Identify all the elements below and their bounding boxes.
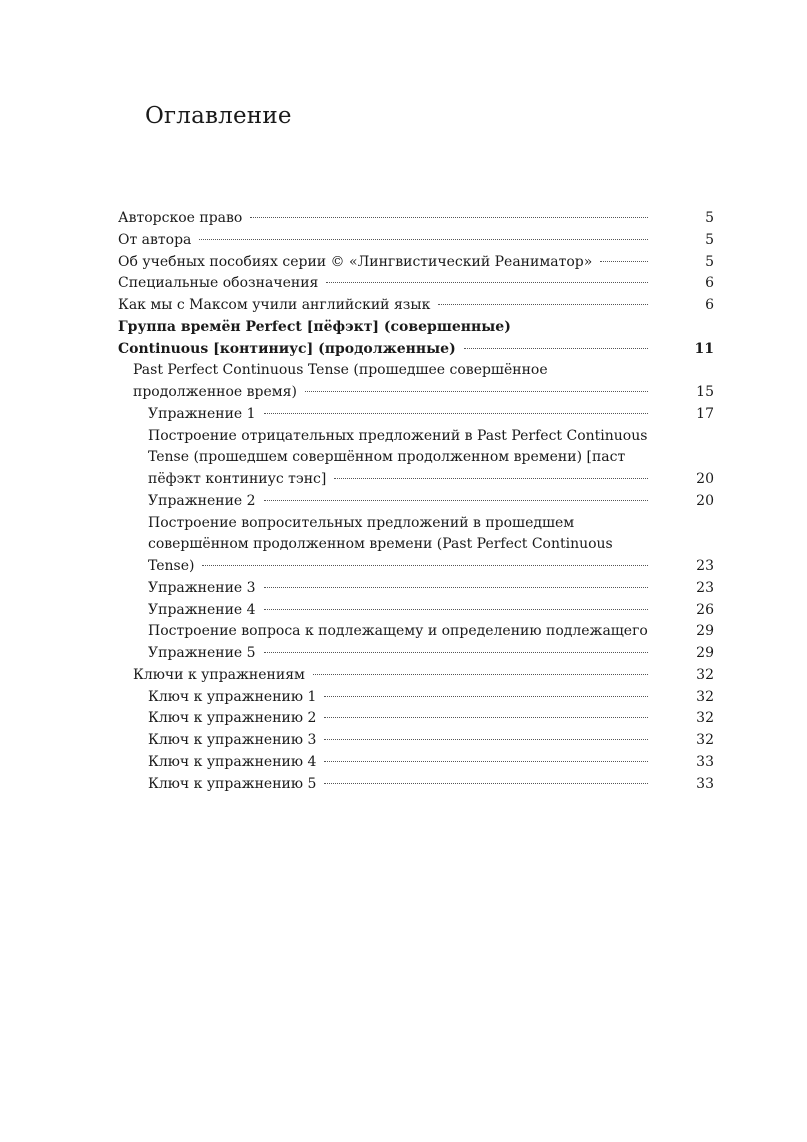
toc-page-number: 15: [696, 384, 714, 400]
toc-entry[interactable]: [118, 600, 714, 622]
toc-entry[interactable]: [118, 208, 714, 230]
toc-entry-text: продолженное время): [133, 384, 297, 400]
dot-leader: [264, 652, 648, 653]
dot-leader: [326, 282, 648, 283]
toc-entry[interactable]: [118, 273, 714, 295]
toc-page-number: 6: [705, 275, 714, 292]
dot-leader: [324, 761, 648, 762]
dot-leader: [600, 261, 648, 262]
toc-entry-text: Авторское право: [118, 210, 243, 226]
toc-entry-text: Ключ к упражнению 3: [148, 732, 317, 748]
toc-entry-text: Continuous [континиус] (продолженные): [118, 340, 456, 357]
toc-entry[interactable]: [118, 404, 714, 426]
toc-entry-text: Ключ к упражнению 4: [148, 753, 317, 770]
toc-page-number: 29: [696, 623, 714, 640]
toc-page-number: 5: [705, 253, 714, 270]
toc-page-number: 33: [696, 753, 714, 770]
toc-page-number: 17: [696, 405, 714, 422]
toc-entry-text: Специальные обозначения: [118, 275, 319, 292]
dot-leader: [202, 565, 648, 566]
dot-leader: [264, 609, 648, 610]
toc-entry[interactable]: [118, 708, 714, 730]
toc-entry-text: Об учебных пособиях серии © «Лингвистический Реаниматор»: [118, 253, 593, 270]
dot-leader: [464, 348, 648, 349]
table-of-contents: [118, 208, 714, 795]
toc-page-number: 20: [696, 471, 714, 487]
toc-entry[interactable]: [118, 230, 714, 252]
dot-leader: [264, 500, 648, 501]
dot-leader: [313, 674, 648, 675]
toc-entry-text: Группа времён Perfect [пёфэкт] (совершенные): [118, 318, 511, 335]
toc-page-number: 26: [696, 601, 714, 618]
toc-entry-text: Упражнение 1: [148, 405, 256, 422]
toc-page-number: 11: [694, 340, 714, 357]
dot-leader: [250, 217, 648, 218]
dot-leader: [324, 783, 648, 784]
toc-page-number: 32: [696, 710, 714, 727]
toc-page-number: 6: [705, 297, 714, 313]
dot-leader: [334, 478, 648, 479]
toc-page-number: 33: [696, 775, 714, 792]
toc-entry-text: Упражнение 5: [148, 645, 256, 661]
dot-leader: [324, 696, 648, 697]
toc-entry-text: Упражнение 4: [148, 601, 256, 618]
toc-entry-text: Ключ к упражнению 1: [148, 688, 317, 705]
dot-leader: [324, 739, 648, 740]
toc-entry[interactable]: [118, 252, 714, 274]
toc-page-number: 23: [696, 558, 714, 574]
toc-entry-text: совершённом продолженном времени (Past Perfect Continuous: [148, 536, 613, 553]
dot-leader: [199, 239, 648, 240]
toc-entry-text: Tense): [148, 558, 195, 574]
toc-page-number: 23: [696, 579, 714, 596]
toc-entry[interactable]: [118, 665, 714, 687]
toc-entry-text: Ключи к упражнениям: [133, 666, 305, 683]
toc-entry-text: От автора: [118, 231, 192, 248]
toc-page-number: 32: [696, 688, 714, 705]
toc-entry-text: Упражнение 3: [148, 579, 256, 596]
page-title: Оглавление: [145, 103, 292, 129]
toc-entry-text: Ключ к упражнению 2: [148, 710, 317, 727]
toc-entry[interactable]: [118, 360, 714, 404]
dot-leader: [324, 717, 648, 718]
toc-page-number: 20: [696, 492, 714, 509]
toc-entry[interactable]: [118, 426, 714, 491]
toc-entry[interactable]: [118, 295, 714, 317]
toc-entry[interactable]: [118, 643, 714, 665]
dot-leader: [305, 391, 648, 392]
toc-entry-text: Построение вопроса к подлежащему и определению подлежащего: [148, 623, 648, 640]
toc-entry[interactable]: [118, 774, 714, 796]
toc-entry[interactable]: [118, 621, 714, 643]
toc-entry[interactable]: [118, 730, 714, 752]
dot-leader: [438, 304, 648, 305]
toc-entry-text: Ключ к упражнению 5: [148, 775, 317, 792]
toc-entry-text: Построение отрицательных предложений в Past Perfect Continuous: [148, 427, 648, 444]
toc-entry[interactable]: [118, 578, 714, 600]
toc-entry[interactable]: [118, 317, 714, 361]
toc-entry[interactable]: [118, 513, 714, 578]
toc-entry[interactable]: [118, 491, 714, 513]
toc-page-number: 5: [705, 210, 714, 226]
toc-entry-text: Как мы с Максом учили английский язык: [118, 297, 431, 313]
toc-entry-text: Построение вопросительных предложений в прошедшем: [148, 514, 575, 531]
toc-entry-text: пёфэкт континиус тэнс]: [148, 471, 327, 487]
toc-page-number: 29: [696, 645, 714, 661]
toc-entry-text: Tense (прошедшем совершённом продолженном времени) [паст: [148, 449, 626, 466]
toc-page-number: 5: [705, 231, 714, 248]
dot-leader: [264, 413, 648, 414]
toc-page-number: 32: [696, 666, 714, 683]
toc-entry[interactable]: [118, 752, 714, 774]
toc-entry-text: Упражнение 2: [148, 492, 256, 509]
toc-page-number: 32: [696, 732, 714, 748]
toc-entry-text: Past Perfect Continuous Tense (прошедшее совершённое: [133, 362, 548, 379]
dot-leader: [264, 587, 648, 588]
toc-entry[interactable]: [118, 687, 714, 709]
